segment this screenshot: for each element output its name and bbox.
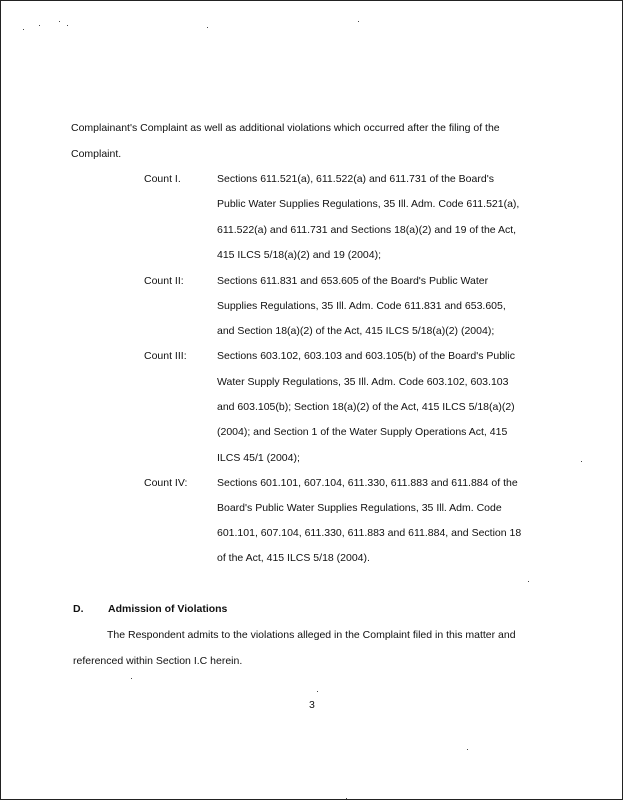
section-text-line-2: referenced within Section I.C herein.	[73, 655, 243, 667]
scan-speck	[67, 25, 68, 26]
count-text-line: and Section 18(a)(2) of the Act, 415 ILCS 5/18(a)(2) (2004);	[217, 325, 495, 337]
scan-speck	[317, 691, 318, 692]
scan-speck	[581, 461, 582, 462]
count-text-line: Public Water Supplies Regulations, 35 Ill. Adm. Code 611.521(a),	[217, 198, 520, 210]
count-text-line: Sections 601.101, 607.104, 611.330, 611.883 and 611.884 of the	[217, 477, 518, 489]
page-number: 3	[309, 699, 315, 711]
scan-speck	[59, 21, 60, 22]
count-text-line: 611.522(a) and 611.731 and Sections 18(a)(2) and 19 of the Act,	[217, 224, 517, 236]
count-text-line: Board's Public Water Supplies Regulations, 35 Ill. Adm. Code	[217, 502, 502, 514]
intro-line-2: Complaint.	[71, 148, 122, 160]
count-text-line: 601.101, 607.104, 611.330, 611.883 and 611.884, and Section 18	[217, 527, 522, 539]
count-text-line: Water Supply Regulations, 35 Ill. Adm. Code 603.102, 603.103	[217, 376, 509, 388]
count-text-line: Sections 603.102, 603.103 and 603.105(b) of the Board's Public	[217, 350, 515, 362]
count-text-line: Sections 611.521(a), 611.522(a) and 611.731 of the Board's	[217, 173, 494, 185]
intro-line-1: Complainant's Complaint as well as additional violations which occurred after the filing of the	[71, 122, 500, 134]
scan-speck	[346, 798, 347, 799]
section-letter: D.	[73, 603, 84, 615]
section-text-line-1: The Respondent admits to the violations alleged in the Complaint filed in this matter and	[107, 629, 516, 641]
count-label: Count II:	[144, 275, 184, 287]
count-text-line: and 603.105(b); Section 18(a)(2) of the Act, 415 ILCS 5/18(a)(2)	[217, 401, 515, 413]
count-label: Count I.	[144, 173, 181, 185]
scan-speck	[23, 29, 24, 30]
scan-speck	[131, 678, 132, 679]
count-text-line: Sections 611.831 and 653.605 of the Board's Public Water	[217, 275, 489, 287]
count-text-line: (2004); and Section 1 of the Water Supply Operations Act, 415	[217, 426, 508, 438]
scan-speck	[528, 581, 529, 582]
scan-speck	[358, 21, 359, 22]
scan-speck	[207, 27, 208, 28]
count-text-line: ILCS 45/1 (2004);	[217, 452, 300, 464]
section-heading: Admission of Violations	[108, 603, 228, 615]
count-label: Count III:	[144, 350, 187, 362]
count-text-line: of the Act, 415 ILCS 5/18 (2004).	[217, 552, 370, 564]
scan-speck	[467, 749, 468, 750]
count-text-line: 415 ILCS 5/18(a)(2) and 19 (2004);	[217, 249, 382, 261]
scan-speck	[39, 25, 40, 26]
count-label: Count IV:	[144, 477, 188, 489]
count-text-line: Supplies Regulations, 35 Ill. Adm. Code 611.831 and 653.605,	[217, 300, 506, 312]
